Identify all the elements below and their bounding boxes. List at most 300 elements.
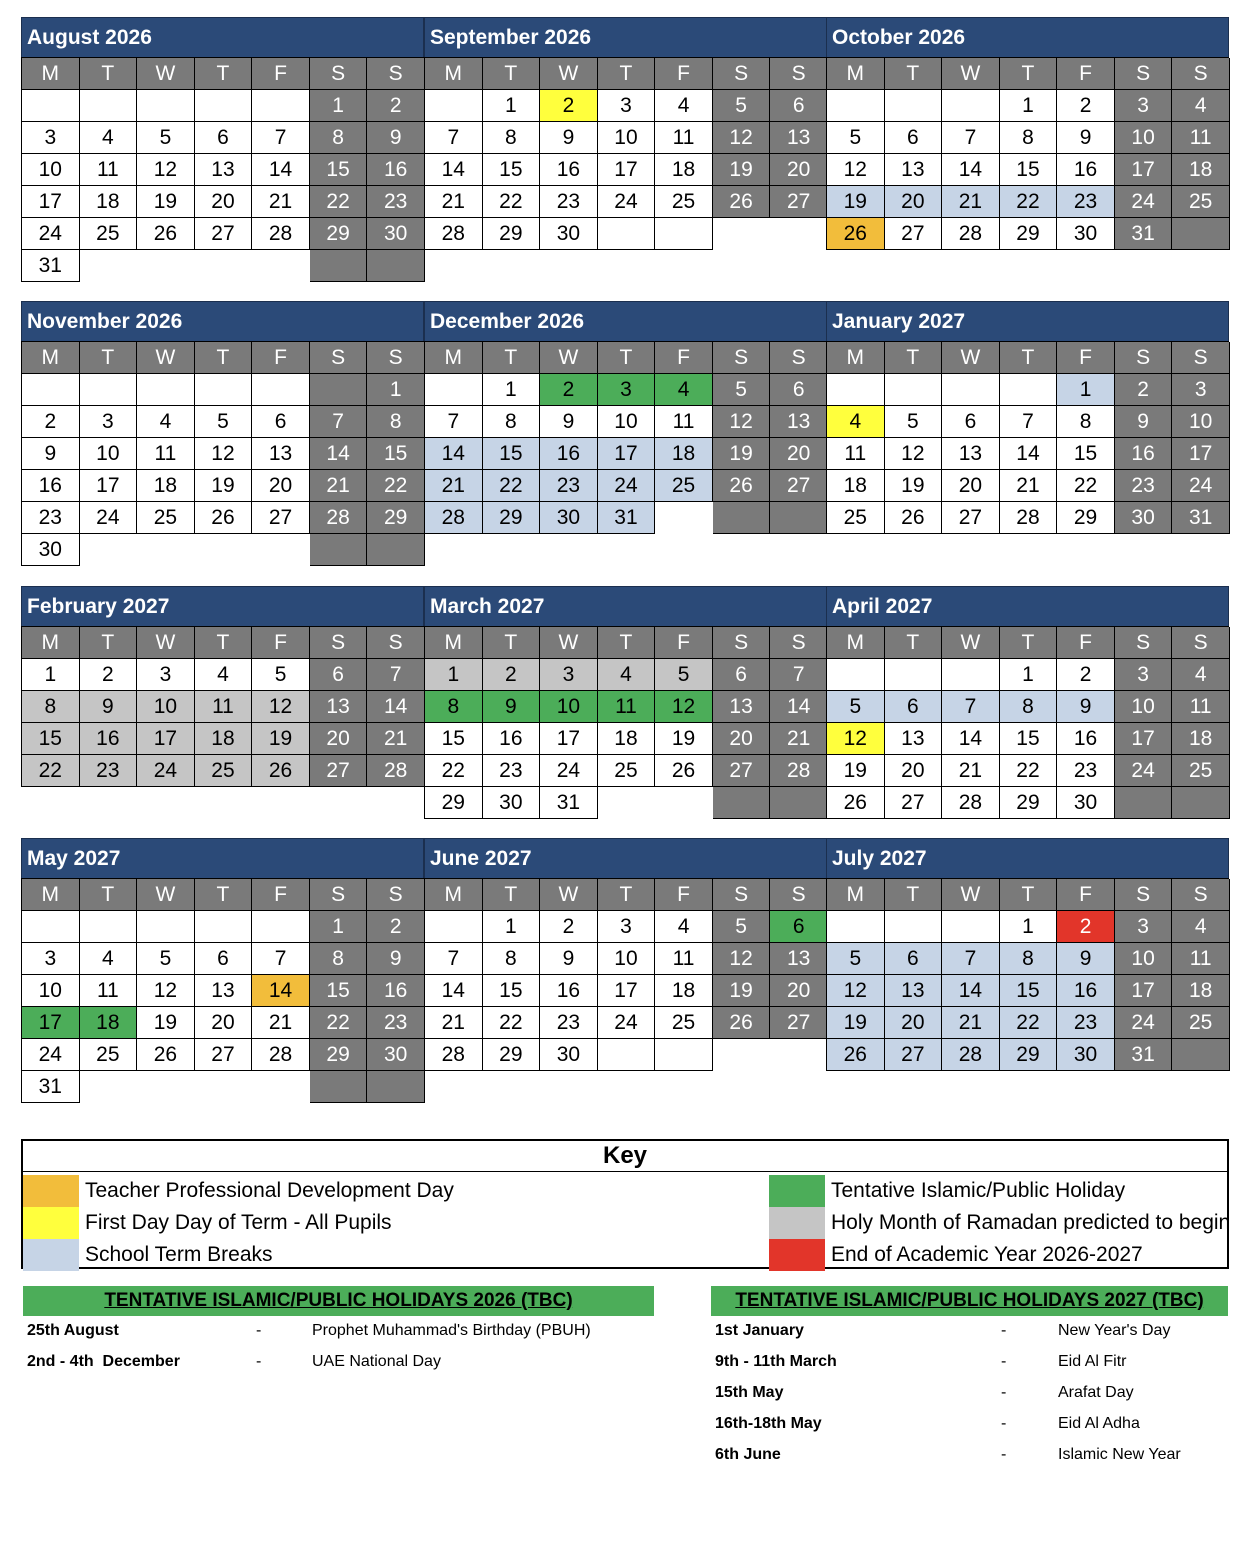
day-cell: 29 bbox=[367, 502, 425, 534]
month-title: June 2027 bbox=[424, 838, 827, 878]
empty-cell bbox=[137, 90, 195, 122]
empty-cell bbox=[252, 250, 310, 282]
key-title: Key bbox=[23, 1141, 1227, 1172]
month-september-2026 bbox=[424, 17, 827, 250]
weekday-header: M bbox=[22, 342, 80, 374]
day-cell: 23 bbox=[367, 1007, 425, 1039]
day-cell: 29 bbox=[310, 218, 368, 250]
day-cell: 8 bbox=[483, 943, 541, 975]
day-cell: 27 bbox=[942, 502, 1000, 534]
weekday-header: S bbox=[770, 342, 828, 374]
day-cell: 26 bbox=[252, 755, 310, 787]
day-cell: 12 bbox=[137, 975, 195, 1007]
day-cell: 2 bbox=[367, 911, 425, 943]
day-cell: 6 bbox=[770, 911, 828, 943]
empty-cell bbox=[770, 1039, 828, 1071]
weekday-header: T bbox=[483, 879, 541, 911]
day-cell: 17 bbox=[80, 470, 138, 502]
day-cell: 22 bbox=[483, 1007, 541, 1039]
weekday-header: W bbox=[942, 58, 1000, 90]
holiday-dash: - bbox=[1001, 1446, 1007, 1463]
day-cell: 26 bbox=[827, 1039, 885, 1071]
day-cell: 2 bbox=[80, 659, 138, 691]
day-cell: 1 bbox=[483, 911, 541, 943]
weekday-header: S bbox=[770, 58, 828, 90]
holiday-dash: - bbox=[1001, 1353, 1007, 1370]
empty-cell bbox=[655, 787, 713, 819]
empty-cell bbox=[195, 1071, 253, 1103]
weekday-header: M bbox=[827, 879, 885, 911]
day-cell: 30 bbox=[540, 1039, 598, 1071]
day-cell: 13 bbox=[885, 154, 943, 186]
day-cell: 13 bbox=[942, 438, 1000, 470]
day-cell: 24 bbox=[540, 755, 598, 787]
day-cell: 16 bbox=[540, 975, 598, 1007]
day-cell: 30 bbox=[1115, 502, 1173, 534]
day-cell: 16 bbox=[540, 438, 598, 470]
day-cell: 4 bbox=[80, 943, 138, 975]
day-cell: 21 bbox=[942, 186, 1000, 218]
day-cell: 12 bbox=[655, 691, 713, 723]
day-cell: 1 bbox=[22, 659, 80, 691]
day-cell: 29 bbox=[1057, 502, 1115, 534]
day-cell: 3 bbox=[1115, 911, 1173, 943]
empty-cell bbox=[195, 374, 253, 406]
day-cell: 3 bbox=[1115, 90, 1173, 122]
empty-cell bbox=[598, 1039, 656, 1071]
weekday-header: S bbox=[770, 627, 828, 659]
holiday-row bbox=[711, 1440, 1228, 1471]
day-cell: 16 bbox=[1057, 154, 1115, 186]
day-cell: 14 bbox=[425, 975, 483, 1007]
day-cell: 26 bbox=[137, 1039, 195, 1071]
weekday-header: M bbox=[22, 627, 80, 659]
month-title: May 2027 bbox=[21, 838, 424, 878]
weekday-header: S bbox=[367, 627, 425, 659]
day-cell: 8 bbox=[310, 943, 368, 975]
day-cell: 2 bbox=[1057, 90, 1115, 122]
weekday-header: T bbox=[1000, 879, 1058, 911]
day-cell: 10 bbox=[598, 122, 656, 154]
day-cell: 18 bbox=[827, 470, 885, 502]
day-cell: 10 bbox=[1115, 943, 1173, 975]
weekday-header: S bbox=[770, 879, 828, 911]
day-cell: 19 bbox=[885, 470, 943, 502]
day-cell: 10 bbox=[80, 438, 138, 470]
day-cell: 27 bbox=[770, 186, 828, 218]
day-cell: 24 bbox=[1172, 470, 1230, 502]
day-cell: 8 bbox=[310, 122, 368, 154]
day-cell: 24 bbox=[22, 1039, 80, 1071]
day-cell: 15 bbox=[310, 975, 368, 1007]
day-cell: 14 bbox=[310, 438, 368, 470]
month-june-2027 bbox=[424, 838, 827, 1071]
empty-cell bbox=[598, 218, 656, 250]
day-cell: 20 bbox=[885, 1007, 943, 1039]
day-cell: 19 bbox=[252, 723, 310, 755]
key-label: Teacher Professional Development Day bbox=[85, 1179, 454, 1202]
day-cell: 19 bbox=[713, 438, 771, 470]
day-cell: 17 bbox=[1172, 438, 1230, 470]
day-cell: 25 bbox=[655, 1007, 713, 1039]
day-cell: 10 bbox=[22, 975, 80, 1007]
day-cell: 26 bbox=[713, 470, 771, 502]
day-cell: 21 bbox=[942, 755, 1000, 787]
day-cell: 4 bbox=[655, 90, 713, 122]
empty-cell bbox=[655, 1039, 713, 1071]
day-cell: 28 bbox=[425, 218, 483, 250]
month-grid bbox=[826, 57, 1229, 250]
day-cell: 24 bbox=[1115, 186, 1173, 218]
day-cell: 20 bbox=[770, 438, 828, 470]
day-cell: 1 bbox=[367, 374, 425, 406]
empty-cell bbox=[367, 534, 425, 566]
day-cell: 15 bbox=[483, 154, 541, 186]
weekday-header: M bbox=[425, 879, 483, 911]
weekday-header: T bbox=[598, 627, 656, 659]
empty-cell bbox=[80, 911, 138, 943]
day-cell: 17 bbox=[137, 723, 195, 755]
day-cell: 2 bbox=[1057, 911, 1115, 943]
day-cell: 28 bbox=[770, 755, 828, 787]
empty-cell bbox=[22, 90, 80, 122]
day-cell: 9 bbox=[367, 122, 425, 154]
day-cell: 11 bbox=[827, 438, 885, 470]
day-cell: 5 bbox=[713, 911, 771, 943]
empty-cell bbox=[713, 1039, 771, 1071]
weekday-header: W bbox=[137, 627, 195, 659]
empty-cell bbox=[137, 374, 195, 406]
weekday-header: W bbox=[540, 879, 598, 911]
day-cell: 20 bbox=[713, 723, 771, 755]
day-cell: 4 bbox=[655, 911, 713, 943]
holiday-row bbox=[23, 1347, 654, 1378]
empty-cell bbox=[942, 90, 1000, 122]
day-cell: 5 bbox=[827, 943, 885, 975]
day-cell: 6 bbox=[252, 406, 310, 438]
day-cell: 12 bbox=[885, 438, 943, 470]
day-cell: 3 bbox=[22, 122, 80, 154]
day-cell: 3 bbox=[80, 406, 138, 438]
day-cell: 23 bbox=[1115, 470, 1173, 502]
empty-cell bbox=[80, 1071, 138, 1103]
day-cell: 16 bbox=[367, 975, 425, 1007]
weekday-header: S bbox=[1115, 627, 1173, 659]
day-cell: 6 bbox=[885, 943, 943, 975]
day-cell: 28 bbox=[425, 1039, 483, 1071]
day-cell: 7 bbox=[770, 659, 828, 691]
day-cell: 29 bbox=[483, 1039, 541, 1071]
day-cell: 26 bbox=[885, 502, 943, 534]
empty-cell bbox=[770, 502, 828, 534]
day-cell: 8 bbox=[1000, 691, 1058, 723]
day-cell: 22 bbox=[483, 186, 541, 218]
day-cell: 29 bbox=[1000, 218, 1058, 250]
day-cell: 29 bbox=[1000, 1039, 1058, 1071]
day-cell: 8 bbox=[483, 122, 541, 154]
day-cell: 21 bbox=[310, 470, 368, 502]
empty-cell bbox=[885, 374, 943, 406]
empty-cell bbox=[252, 534, 310, 566]
empty-cell bbox=[252, 911, 310, 943]
day-cell: 20 bbox=[252, 470, 310, 502]
day-cell: 31 bbox=[1172, 502, 1230, 534]
weekday-header: M bbox=[425, 58, 483, 90]
empty-cell bbox=[310, 374, 368, 406]
day-cell: 19 bbox=[137, 186, 195, 218]
month-november-2026 bbox=[21, 301, 424, 566]
day-cell: 1 bbox=[483, 374, 541, 406]
month-title: August 2026 bbox=[21, 17, 424, 57]
day-cell: 5 bbox=[195, 406, 253, 438]
weekday-header: T bbox=[598, 58, 656, 90]
day-cell: 28 bbox=[942, 787, 1000, 819]
weekday-header: S bbox=[1172, 342, 1230, 374]
holidays-2026-panel bbox=[23, 1286, 654, 1378]
day-cell: 22 bbox=[22, 755, 80, 787]
holiday-row bbox=[23, 1316, 654, 1347]
empty-cell bbox=[252, 1071, 310, 1103]
day-cell: 15 bbox=[1000, 154, 1058, 186]
day-cell: 19 bbox=[713, 975, 771, 1007]
day-cell: 13 bbox=[310, 691, 368, 723]
day-cell: 8 bbox=[367, 406, 425, 438]
empty-cell bbox=[310, 250, 368, 282]
weekday-header: S bbox=[367, 879, 425, 911]
day-cell: 5 bbox=[252, 659, 310, 691]
weekday-header: T bbox=[598, 342, 656, 374]
holiday-row bbox=[711, 1347, 1228, 1378]
weekday-header: F bbox=[252, 627, 310, 659]
day-cell: 16 bbox=[367, 154, 425, 186]
holiday-name: Eid Al Adha bbox=[1058, 1415, 1140, 1432]
empty-cell bbox=[827, 374, 885, 406]
day-cell: 16 bbox=[80, 723, 138, 755]
empty-cell bbox=[425, 911, 483, 943]
day-cell: 15 bbox=[425, 723, 483, 755]
day-cell: 19 bbox=[827, 186, 885, 218]
day-cell: 28 bbox=[367, 755, 425, 787]
day-cell: 3 bbox=[1172, 374, 1230, 406]
holiday-date: 1st January bbox=[715, 1322, 804, 1339]
weekday-header: M bbox=[425, 627, 483, 659]
empty-cell bbox=[137, 534, 195, 566]
day-cell: 13 bbox=[885, 723, 943, 755]
holiday-name: UAE National Day bbox=[312, 1353, 441, 1370]
day-cell: 14 bbox=[942, 975, 1000, 1007]
day-cell: 4 bbox=[655, 374, 713, 406]
day-cell: 27 bbox=[885, 787, 943, 819]
day-cell: 23 bbox=[483, 755, 541, 787]
day-cell: 28 bbox=[1000, 502, 1058, 534]
day-cell: 24 bbox=[22, 218, 80, 250]
weekday-header: T bbox=[80, 879, 138, 911]
empty-cell bbox=[885, 659, 943, 691]
day-cell: 17 bbox=[598, 975, 656, 1007]
day-cell: 9 bbox=[540, 406, 598, 438]
day-cell: 11 bbox=[655, 943, 713, 975]
weekday-header: M bbox=[22, 879, 80, 911]
empty-cell bbox=[713, 502, 771, 534]
day-cell: 30 bbox=[540, 218, 598, 250]
day-cell: 21 bbox=[770, 723, 828, 755]
weekday-header: F bbox=[252, 879, 310, 911]
day-cell: 31 bbox=[540, 787, 598, 819]
day-cell: 9 bbox=[483, 691, 541, 723]
day-cell: 4 bbox=[1172, 659, 1230, 691]
day-cell: 11 bbox=[1172, 122, 1230, 154]
day-cell: 15 bbox=[1000, 975, 1058, 1007]
day-cell: 11 bbox=[1172, 943, 1230, 975]
day-cell: 18 bbox=[1172, 723, 1230, 755]
day-cell: 8 bbox=[1000, 943, 1058, 975]
weekday-header: F bbox=[1057, 627, 1115, 659]
weekday-header: W bbox=[137, 879, 195, 911]
day-cell: 26 bbox=[827, 218, 885, 250]
empty-cell bbox=[195, 911, 253, 943]
day-cell: 27 bbox=[713, 755, 771, 787]
day-cell: 23 bbox=[367, 186, 425, 218]
empty-cell bbox=[425, 374, 483, 406]
day-cell: 20 bbox=[195, 1007, 253, 1039]
day-cell: 29 bbox=[483, 218, 541, 250]
month-grid bbox=[826, 878, 1229, 1071]
month-december-2026 bbox=[424, 301, 827, 534]
day-cell: 22 bbox=[1057, 470, 1115, 502]
day-cell: 6 bbox=[885, 691, 943, 723]
day-cell: 11 bbox=[195, 691, 253, 723]
weekday-header: F bbox=[252, 342, 310, 374]
empty-cell bbox=[195, 250, 253, 282]
day-cell: 1 bbox=[1057, 374, 1115, 406]
empty-cell bbox=[942, 659, 1000, 691]
day-cell: 24 bbox=[80, 502, 138, 534]
day-cell: 11 bbox=[80, 154, 138, 186]
holiday-dash: - bbox=[1001, 1415, 1007, 1432]
day-cell: 6 bbox=[770, 374, 828, 406]
weekday-header: W bbox=[942, 627, 1000, 659]
day-cell: 23 bbox=[1057, 1007, 1115, 1039]
day-cell: 31 bbox=[22, 1071, 80, 1103]
key-swatch bbox=[23, 1207, 79, 1239]
day-cell: 19 bbox=[137, 1007, 195, 1039]
key-swatch bbox=[769, 1239, 825, 1271]
month-grid bbox=[424, 341, 827, 534]
key-swatch bbox=[769, 1175, 825, 1207]
empty-cell bbox=[770, 218, 828, 250]
empty-cell bbox=[22, 374, 80, 406]
weekday-header: S bbox=[310, 627, 368, 659]
weekday-header: W bbox=[540, 342, 598, 374]
day-cell: 28 bbox=[252, 1039, 310, 1071]
weekday-header: M bbox=[827, 58, 885, 90]
empty-cell bbox=[137, 1071, 195, 1103]
day-cell: 21 bbox=[252, 1007, 310, 1039]
day-cell: 29 bbox=[1000, 787, 1058, 819]
day-cell: 21 bbox=[1000, 470, 1058, 502]
key-swatch bbox=[769, 1207, 825, 1239]
weekday-header: T bbox=[483, 627, 541, 659]
day-cell: 10 bbox=[1115, 122, 1173, 154]
day-cell: 15 bbox=[22, 723, 80, 755]
weekday-header: T bbox=[885, 58, 943, 90]
empty-cell bbox=[137, 911, 195, 943]
empty-cell bbox=[713, 218, 771, 250]
weekday-header: W bbox=[942, 342, 1000, 374]
day-cell: 2 bbox=[540, 90, 598, 122]
day-cell: 11 bbox=[137, 438, 195, 470]
day-cell: 18 bbox=[655, 154, 713, 186]
day-cell: 11 bbox=[655, 406, 713, 438]
day-cell: 14 bbox=[942, 154, 1000, 186]
day-cell: 22 bbox=[1000, 755, 1058, 787]
month-grid bbox=[424, 57, 827, 250]
day-cell: 25 bbox=[80, 218, 138, 250]
weekday-header: T bbox=[195, 627, 253, 659]
day-cell: 18 bbox=[137, 470, 195, 502]
weekday-header: F bbox=[655, 627, 713, 659]
day-cell: 12 bbox=[827, 154, 885, 186]
holiday-date: 25th August bbox=[27, 1322, 119, 1339]
weekday-header: S bbox=[713, 879, 771, 911]
day-cell: 27 bbox=[770, 1007, 828, 1039]
day-cell: 9 bbox=[1115, 406, 1173, 438]
day-cell: 8 bbox=[425, 691, 483, 723]
day-cell: 14 bbox=[770, 691, 828, 723]
empty-cell bbox=[195, 534, 253, 566]
month-title: April 2027 bbox=[826, 586, 1229, 626]
day-cell: 23 bbox=[1057, 755, 1115, 787]
holiday-row bbox=[711, 1409, 1228, 1440]
day-cell: 1 bbox=[483, 90, 541, 122]
holidays-2026-title: TENTATIVE ISLAMIC/PUBLIC HOLIDAYS 2026 (TBC) bbox=[23, 1286, 654, 1316]
empty-cell bbox=[942, 911, 1000, 943]
weekday-header: F bbox=[1057, 342, 1115, 374]
empty-cell bbox=[942, 374, 1000, 406]
day-cell: 8 bbox=[1000, 122, 1058, 154]
weekday-header: T bbox=[885, 879, 943, 911]
holiday-dash: - bbox=[1001, 1384, 1007, 1401]
day-cell: 12 bbox=[827, 723, 885, 755]
day-cell: 7 bbox=[942, 943, 1000, 975]
day-cell: 15 bbox=[483, 975, 541, 1007]
day-cell: 1 bbox=[310, 90, 368, 122]
empty-cell bbox=[80, 534, 138, 566]
day-cell: 21 bbox=[367, 723, 425, 755]
weekday-header: T bbox=[598, 879, 656, 911]
day-cell: 30 bbox=[22, 534, 80, 566]
month-grid bbox=[21, 57, 424, 282]
day-cell: 10 bbox=[598, 406, 656, 438]
month-title: February 2027 bbox=[21, 586, 424, 626]
day-cell: 2 bbox=[1057, 659, 1115, 691]
day-cell: 20 bbox=[770, 154, 828, 186]
day-cell: 13 bbox=[195, 154, 253, 186]
holiday-date: 9th - 11th March bbox=[715, 1353, 837, 1370]
key-swatch bbox=[23, 1175, 79, 1207]
empty-cell bbox=[80, 90, 138, 122]
day-cell: 26 bbox=[137, 218, 195, 250]
weekday-header: S bbox=[713, 627, 771, 659]
day-cell: 7 bbox=[367, 659, 425, 691]
day-cell: 14 bbox=[367, 691, 425, 723]
day-cell: 14 bbox=[425, 154, 483, 186]
key-label: School Term Breaks bbox=[85, 1243, 273, 1266]
holiday-row bbox=[711, 1378, 1228, 1409]
empty-cell bbox=[1000, 374, 1058, 406]
weekday-header: T bbox=[483, 58, 541, 90]
day-cell: 24 bbox=[598, 186, 656, 218]
